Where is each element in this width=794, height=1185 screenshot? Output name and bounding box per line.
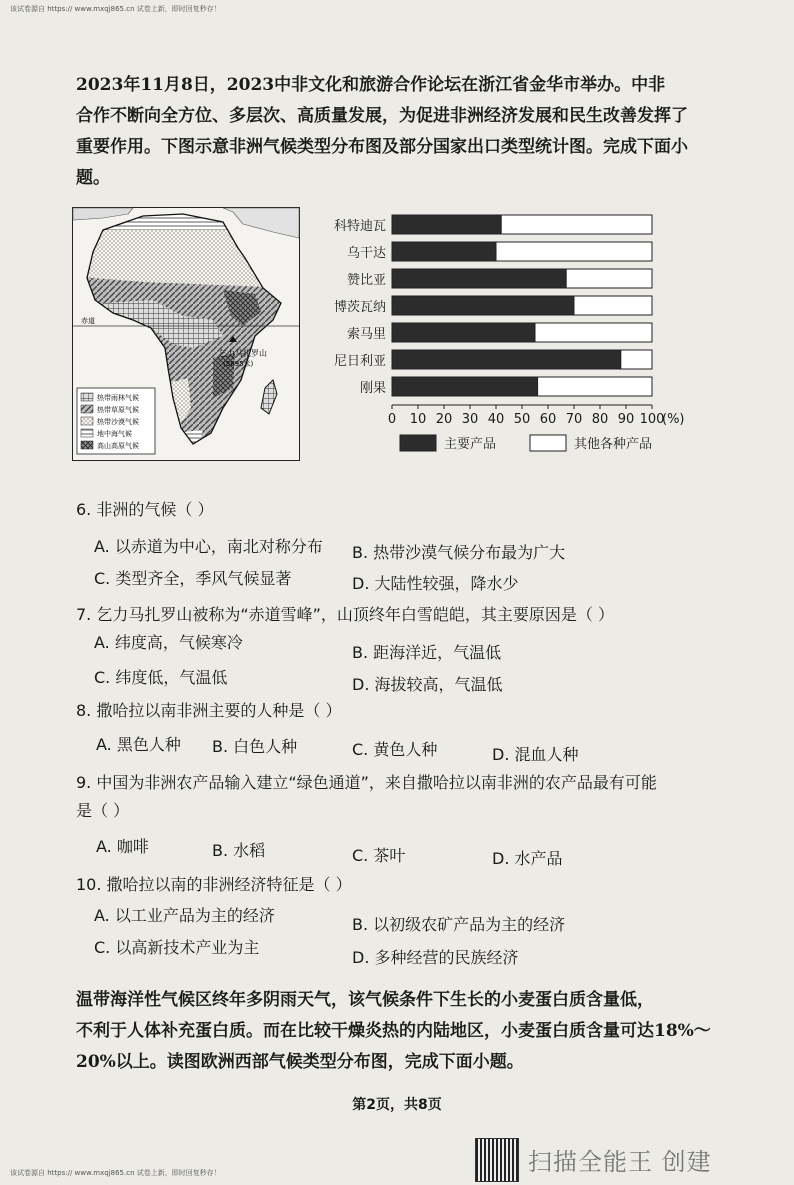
scanner-watermark: 扫描全能王 创建 bbox=[528, 1148, 712, 1176]
intro-paragraph-1 bbox=[76, 70, 688, 194]
chart-unit: (%) bbox=[662, 412, 685, 427]
x-tick-label: 40 bbox=[487, 412, 505, 427]
q9-option-b: B. 水稻 bbox=[212, 841, 266, 860]
q7-option-d: D. 海拔较高，气温低 bbox=[352, 675, 503, 694]
category-label: 赞比亚 bbox=[346, 273, 386, 288]
q6-option-a: A. 以赤道为中心，南北对称分布 bbox=[94, 537, 323, 556]
q8-option-c: C. 黄色人种 bbox=[352, 740, 438, 759]
x-tick-label: 80 bbox=[591, 412, 609, 427]
q8-option-b: B. 白色人种 bbox=[212, 737, 298, 756]
x-tick-label: 10 bbox=[409, 412, 427, 427]
watermark-top: 该试卷源自 https:// www.mxqj865.cn 试卷上新，即时回复秒存！ bbox=[10, 5, 221, 13]
question-9-stem: 9. 中国为非洲农产品输入建立“绿色通道”，来自撒哈拉以南非洲的农产品最有可能 bbox=[76, 773, 657, 792]
x-tick-label: 30 bbox=[461, 412, 479, 427]
category-label: 科特迪瓦 bbox=[333, 219, 386, 234]
legend-swatch-1 bbox=[530, 435, 566, 451]
watermark-bottom: 该试卷源自 https:// www.mxqj865.cn 试卷上新，即时回复秒存！ bbox=[10, 1169, 221, 1177]
chart-category-labels bbox=[334, 218, 386, 396]
bar-main-2 bbox=[392, 269, 566, 288]
bar-other-5 bbox=[621, 350, 652, 369]
q7-option-b: B. 距海洋近，气温低 bbox=[352, 643, 502, 662]
intro-line: 2023年11月8日，2023中非文化和旅游合作论坛在浙江省金华市举办。中非 bbox=[76, 75, 666, 95]
bar-main-4 bbox=[392, 323, 535, 342]
mountain-label: 乞力马扎罗山 bbox=[219, 349, 267, 358]
chart-tick-labels bbox=[388, 405, 665, 427]
x-tick-label: 60 bbox=[539, 412, 557, 427]
bar-main-0 bbox=[392, 215, 501, 234]
bar-other-2 bbox=[566, 269, 652, 288]
question-6-stem: 6. 非洲的气候（ ） bbox=[76, 500, 214, 519]
x-tick-label: 50 bbox=[513, 412, 531, 427]
q6-option-d: D. 大陆性较强，降水少 bbox=[352, 574, 519, 593]
x-tick-label: 90 bbox=[617, 412, 635, 427]
bar-other-3 bbox=[574, 296, 652, 315]
x-tick-label: 100 bbox=[639, 412, 665, 427]
bar-main-6 bbox=[392, 377, 538, 396]
intro-line: 温带海洋性气候区终年多阴雨天气，该气候条件下生长的小麦蛋白质含量低， bbox=[76, 990, 654, 1010]
category-label: 尼日利亚 bbox=[333, 354, 386, 369]
category-label: 博茨瓦纳 bbox=[333, 300, 386, 315]
legend-label-0: 主要产品 bbox=[444, 437, 497, 452]
x-tick-label: 20 bbox=[435, 412, 453, 427]
mountain-height: (5895米) bbox=[223, 360, 254, 368]
q6-option-c: C. 类型齐全，季风气候显著 bbox=[94, 569, 292, 588]
bar-other-1 bbox=[496, 242, 652, 261]
q10-option-b: B. 以初级农矿产品为主的经济 bbox=[352, 915, 566, 934]
category-label: 刚果 bbox=[359, 381, 386, 396]
q8-option-d: D. 混血人种 bbox=[492, 745, 579, 764]
equator-label: 赤道 bbox=[81, 317, 95, 325]
intro-line: 题。 bbox=[76, 168, 110, 188]
q10-option-d: D. 多种经营的民族经济 bbox=[352, 948, 519, 967]
bar-other-0 bbox=[501, 215, 652, 234]
bar-main-3 bbox=[392, 296, 574, 315]
qr-code-icon bbox=[475, 1138, 519, 1182]
x-tick-label: 0 bbox=[387, 412, 397, 427]
q9-option-a: A. 咖啡 bbox=[96, 837, 149, 856]
question-10-stem: 10. 撒哈拉以南的非洲经济特征是（ ） bbox=[76, 875, 352, 894]
category-label: 索马里 bbox=[346, 327, 386, 342]
bar-main-1 bbox=[392, 242, 496, 261]
legend-rainforest: 热带雨林气候 bbox=[97, 394, 139, 402]
legend-mediterranean: 地中海气候 bbox=[97, 430, 132, 438]
legend-savanna: 热带草原气候 bbox=[97, 406, 139, 414]
bar-other-4 bbox=[535, 323, 652, 342]
chart-bars bbox=[392, 215, 652, 396]
question-8-stem: 8. 撒哈拉以南非洲主要的人种是（ ） bbox=[76, 701, 342, 720]
q10-option-c: C. 以高新技术产业为主 bbox=[94, 938, 260, 957]
intro-paragraph-2 bbox=[76, 985, 711, 1078]
legend-desert: 热带沙漠气候 bbox=[97, 418, 139, 426]
question-9-stem-cont: 是（ ） bbox=[76, 801, 130, 820]
intro-line: 不利于人体补充蛋白质。而在比较干燥炎热的内陆地区，小麦蛋白质含量可达18%～ bbox=[76, 1021, 711, 1041]
q9-option-c: C. 茶叶 bbox=[352, 846, 406, 865]
intro-line: 20%以上。读图欧洲西部气候类型分布图，完成下面小题。 bbox=[76, 1052, 524, 1072]
q7-option-a: A. 纬度高，气候寒冷 bbox=[94, 633, 243, 652]
page-footer: 第2页，共8页 bbox=[352, 1097, 442, 1113]
q7-option-c: C. 纬度低，气温低 bbox=[94, 668, 228, 687]
q6-option-b: B. 热带沙漠气候分布最为广大 bbox=[352, 543, 566, 562]
legend-highland: 高山高原气候 bbox=[97, 442, 139, 450]
africa-climate-map bbox=[72, 207, 300, 461]
legend-label-1: 其他各种产品 bbox=[574, 437, 653, 452]
bar-other-6 bbox=[538, 377, 652, 396]
export-chart bbox=[330, 205, 685, 465]
intro-line: 合作不断向全方位、多层次、高质量发展，为促进非洲经济发展和民生改善发挥了 bbox=[76, 106, 688, 126]
legend-swatch-0 bbox=[400, 435, 436, 451]
africa-map-svg bbox=[73, 208, 299, 460]
bar-main-5 bbox=[392, 350, 621, 369]
q9-option-d: D. 水产品 bbox=[492, 849, 563, 868]
chart-legend bbox=[400, 435, 652, 452]
q10-option-a: A. 以工业产品为主的经济 bbox=[94, 906, 275, 925]
x-tick-label: 70 bbox=[565, 412, 583, 427]
category-label: 乌干达 bbox=[346, 246, 386, 261]
question-7-stem: 7. 乞力马扎罗山被称为“赤道雪峰”，山顶终年白雪皑皑，其主要原因是（ ） bbox=[76, 605, 615, 624]
intro-line: 重要作用。下图示意非洲气候类型分布图及部分国家出口类型统计图。完成下面小 bbox=[76, 137, 688, 157]
q8-option-a: A. 黑色人种 bbox=[96, 735, 181, 754]
